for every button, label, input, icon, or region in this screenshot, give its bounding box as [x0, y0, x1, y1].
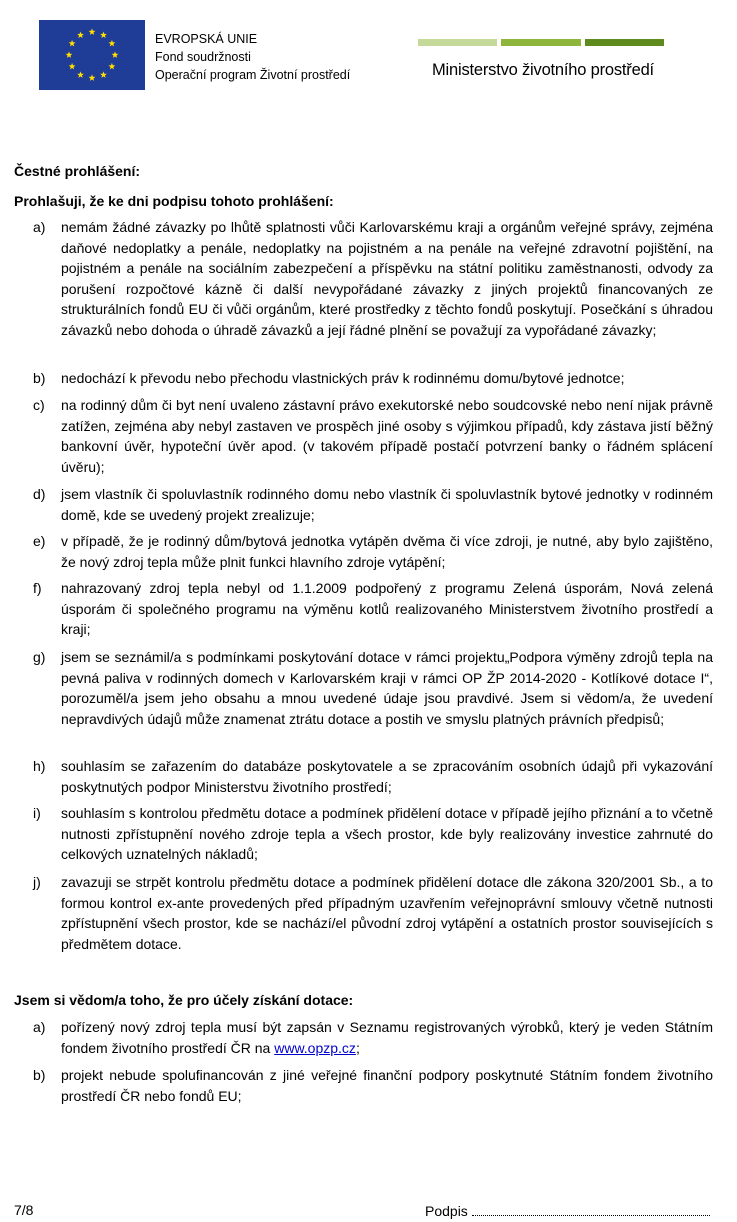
ministry-logo — [418, 39, 664, 79]
eu-star-icon — [112, 51, 119, 58]
page-number: 7/8 — [14, 1202, 34, 1218]
eu-star-icon — [66, 51, 73, 58]
item-marker: a) — [33, 219, 46, 235]
item-text: na rodinný dům či byt není uvaleno zástavní právo exekutorské nebo soudcovské nebo není nijak právně zatížen, zejména aby nebyl zastaven ve prospěch jiné osoby s výjimkou případů, kdy zástava jistí běžný bankovní úvěr, hypoteční úvěr apod. (v takovém případě postačí potvrzení banky o řádném splácení úvěru); — [61, 397, 713, 475]
awareness-item-a — [14, 1017, 713, 1059]
item-text: jsem se seznámil/a s podmínkami poskytování dotace v rámci projektu„Podpora výměny zdrojů tepla na pevná paliva v rodinných domech v Karlovarském kraji v rámci OP ŽP 2014-2020 - Kotlíkové dotace I“, porozuměl/a jsem jeho obsahu a mnou uvedené údaje jsou pravdivé. Jsem si vědom/a, že uvedení nepravdivých údajů může znamenat ztrátu dotace a postih ve smyslu platných právních předpisů; — [61, 649, 713, 727]
declaration-item-h — [14, 756, 713, 798]
item-text: projekt nebude spolufinancován z jiné veřejné finanční podpory poskytnuté Státním fondem životního prostředí ČR nebo fondů EU; — [61, 1067, 713, 1104]
declaration-item-i — [14, 803, 713, 866]
declaration-item-b — [14, 368, 713, 389]
item-marker: j) — [33, 874, 41, 890]
declaration-item-a — [14, 217, 713, 362]
eu-star-icon — [77, 31, 84, 38]
item-text: v případě, že je rodinný dům/bytová jednotka vytápěn dvěma či více zdroji, je nutné, aby bylo zajištěno, že nový zdroj tepla může plnit funkci hlavního zdroje vytápění; — [61, 533, 713, 570]
item-text-after: ; — [355, 1039, 360, 1056]
signature-line — [425, 1202, 710, 1219]
item-marker: h) — [33, 758, 46, 774]
item-marker: g) — [33, 649, 46, 665]
eu-star-icon — [89, 28, 96, 35]
eu-star-icon — [77, 71, 84, 78]
awareness-item-b — [14, 1065, 713, 1107]
signature-label: Podpis — [425, 1203, 468, 1219]
eu-star-icon — [100, 31, 107, 38]
item-text — [61, 1017, 713, 1058]
item-marker: c) — [33, 397, 45, 413]
eu-star-icon — [108, 40, 115, 47]
opzp-link[interactable]: www.opzp.cz — [274, 1039, 356, 1056]
item-text-before: pořízený nový zdroj tepla musí být zapsán v Seznamu registrovaných výrobků, který je veden Státním fondem životního prostředí ČR na — [61, 1019, 713, 1056]
declaration-title: Čestné prohlášení: — [14, 163, 141, 179]
declaration-item-d — [14, 484, 713, 526]
ministry-color-bars — [418, 39, 664, 46]
item-marker: b) — [33, 1067, 46, 1083]
eu-star-icon — [89, 74, 96, 81]
declaration-item-c — [14, 395, 713, 478]
item-marker: e) — [33, 533, 46, 549]
item-text: zavazuji se strpět kontrolu předmětu dotace a podmínek přidělení dotace dle zákona 320/2001 Sb., a to formou kontrol ex-ante provedených před případným uzavřením veřejnoprávní smlouvy včetně nutnosti zpřístupnění všech prostor, kde se nachází/el původní zdroj vytápění a ostatních prostor souvisejících s předmětem dotace. — [61, 874, 713, 952]
item-text: nemám žádné závazky po lhůtě splatnosti vůči Karlovarskému kraji a orgánům veřejné správy, zejména daňové nedoplatky a penále, nedoplatky na pojistném a na penále na veřejné zdravotní pojištění, na pojistném a penále na sociálním zabezpečení a příspěvku na státní politiku zaměstnanosti, odvody za porušení rozpočtové kázně či další nevypořádané závazky z jiných projektů financovaných ze strukturálních fondů EU či vůči orgánům, které prostředky z těchto fondů poskytují. Posečkání s úhradou závazků nebo dohoda o úhradě závazků a její řádné plnění se považují za vypořádané závazky; — [61, 219, 713, 338]
item-marker: i) — [33, 805, 41, 821]
eu-star-icon — [69, 63, 76, 70]
item-marker: f) — [33, 580, 42, 596]
declaration-item-j — [14, 872, 713, 955]
item-marker: d) — [33, 486, 46, 502]
item-text: nahrazovaný zdroj tepla nebyl od 1.1.2009 podpořený z programu Zelená úsporám, Nová zelená úsporám či společného programu na výměnu kotlů realizovaného Ministerstvem životního prostředí a kraji; — [61, 580, 713, 638]
eu-star-icon — [100, 71, 107, 78]
item-text: jsem vlastník či spoluvlastník rodinného domu nebo vlastník či spoluvlastník bytové jednotky v rodinném domě, kde se uvedený projekt zrealizuje; — [61, 486, 713, 523]
item-text: souhlasím s kontrolou předmětu dotace a podmínek přidělení dotace v případě jejího přiznání a to včetně nutnosti zpřístupnění nového zdroje tepla a všech prostor, kde byly realizovány investice zahrnuté do celkových uznatelných nákladů; — [61, 805, 713, 863]
item-text: souhlasím se zařazením do databáze poskytovatele a se zpracováním osobních údajů při vykazování poskytnutých podpor Ministerstvu životního prostředí; — [61, 758, 713, 795]
signature-dotted-field[interactable] — [472, 1202, 710, 1216]
eu-line-3: Operační program Životní prostředí — [155, 68, 351, 82]
declaration-item-g — [14, 647, 713, 751]
declaration-item-e — [14, 531, 713, 573]
awareness-title: Jsem si vědom/a toho, že pro účely získání dotace: — [14, 992, 354, 1008]
item-marker: b) — [33, 370, 46, 386]
declaration-item-f — [14, 578, 713, 641]
item-marker: a) — [33, 1019, 46, 1035]
ministry-name: Ministerstvo životního prostředí — [432, 61, 654, 79]
eu-flag-logo — [39, 20, 145, 90]
eu-line-2: Fond soudržnosti — [155, 50, 251, 64]
eu-star-icon — [69, 40, 76, 47]
item-text: nedochází k převodu nebo přechodu vlastnických práv k rodinnému domu/bytové jednotce; — [61, 370, 625, 386]
eu-fund-text — [155, 30, 350, 84]
eu-star-icon — [108, 63, 115, 70]
ministry-bar-mid — [501, 39, 580, 46]
ministry-bar-dark — [585, 39, 664, 46]
declaration-subtitle: Prohlašuji, že ke dni podpisu tohoto prohlášení: — [14, 193, 334, 209]
eu-line-1: EVROPSKÁ UNIE — [155, 32, 258, 46]
ministry-bar-light — [418, 39, 497, 46]
